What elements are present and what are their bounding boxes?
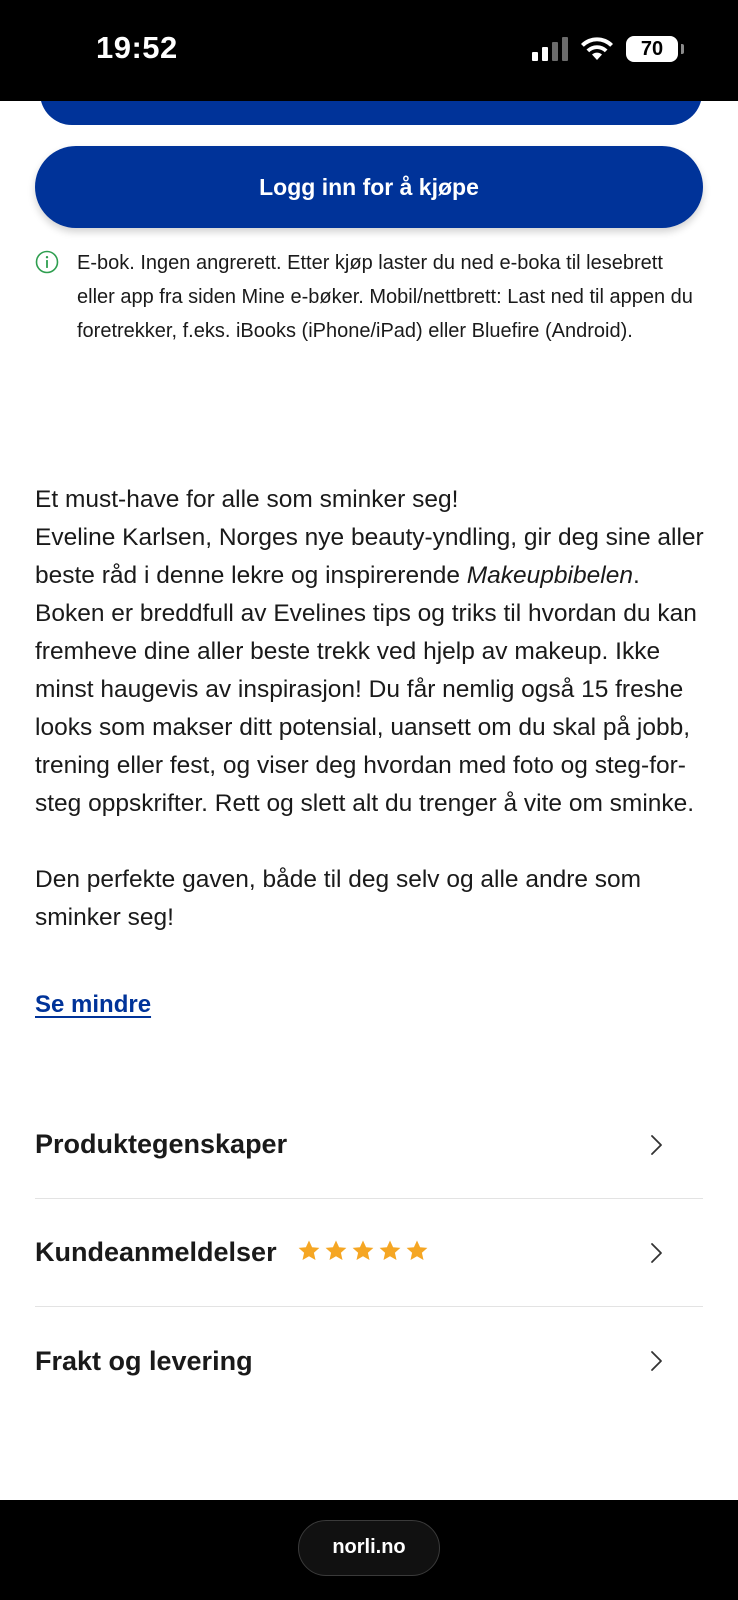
book-title: Makeupbibelen bbox=[466, 562, 633, 589]
rating-stars bbox=[297, 1239, 429, 1263]
chevron-right-icon bbox=[645, 1242, 667, 1264]
browser-bottom-bar bbox=[0, 1500, 738, 1600]
cellular-signal-icon bbox=[532, 37, 568, 61]
product-page-content bbox=[0, 101, 738, 1500]
add-to-cart-button[interactable] bbox=[40, 101, 702, 125]
accordion-shipping-delivery[interactable] bbox=[35, 1307, 703, 1415]
battery-icon bbox=[626, 36, 678, 62]
status-icons bbox=[532, 36, 678, 62]
battery-level: 70 bbox=[640, 38, 664, 60]
wifi-icon bbox=[580, 36, 614, 62]
description-body: Eveline Karlsen, Norges nye beauty-yndling, gir deg sine aller beste råd i denne lekre og inspirerende Makeupbibelen. Boken er breddfull av Evelines tips og triks til hvordan du kan fremheve dine aller beste trekk ved hjelp av makeup. Ikke minst haugevis av inspirasjon! Du får nemlig også 15 freshe looks som makser ditt potensial, uansett om du skal på jobb, trening eller fest, og viser deg hvordan med foto og steg-for-steg oppskrifter. Rett og slett alt du trenger å vite om sminke. bbox=[35, 524, 704, 817]
see-less-link[interactable]: Se mindre bbox=[35, 991, 152, 1018]
info-icon bbox=[35, 250, 59, 274]
star-icon bbox=[324, 1239, 348, 1263]
product-description bbox=[35, 481, 705, 937]
description-headline: Et must-have for alle som sminker seg! bbox=[35, 486, 459, 513]
address-bar[interactable]: norli.no bbox=[298, 1520, 440, 1576]
chevron-right-icon bbox=[645, 1134, 667, 1156]
login-to-buy-button[interactable]: Logg inn for å kjøpe bbox=[35, 146, 703, 228]
status-bar bbox=[0, 0, 738, 101]
star-icon bbox=[378, 1239, 402, 1263]
star-icon bbox=[405, 1239, 429, 1263]
accordion-customer-reviews[interactable] bbox=[35, 1199, 703, 1307]
accordion-label: Kundeanmeldelser bbox=[35, 1237, 277, 1267]
chevron-right-icon bbox=[645, 1350, 667, 1372]
star-icon bbox=[297, 1239, 321, 1263]
star-icon bbox=[351, 1239, 375, 1263]
status-time: 19:52 bbox=[96, 30, 178, 65]
ebook-info-notice bbox=[35, 246, 703, 348]
ebook-info-text: E-bok. Ingen angrerett. Etter kjøp laster du ned e-boka til lesebrett eller app fra siden Mine e-bøker. Mobil/nettbrett: Last ned til appen du foretrekker, f.eks. iBooks (iPhone/iPad) eller Bluefire (Android). bbox=[77, 252, 693, 342]
description-closing: Den perfekte gaven, både til deg selv og alle andre som sminker seg! bbox=[35, 866, 642, 931]
accordion-product-properties[interactable] bbox=[35, 1091, 703, 1199]
product-accordion bbox=[35, 1091, 703, 1415]
accordion-label: Frakt og levering bbox=[35, 1345, 253, 1376]
accordion-label: Produktegenskaper bbox=[35, 1129, 288, 1159]
